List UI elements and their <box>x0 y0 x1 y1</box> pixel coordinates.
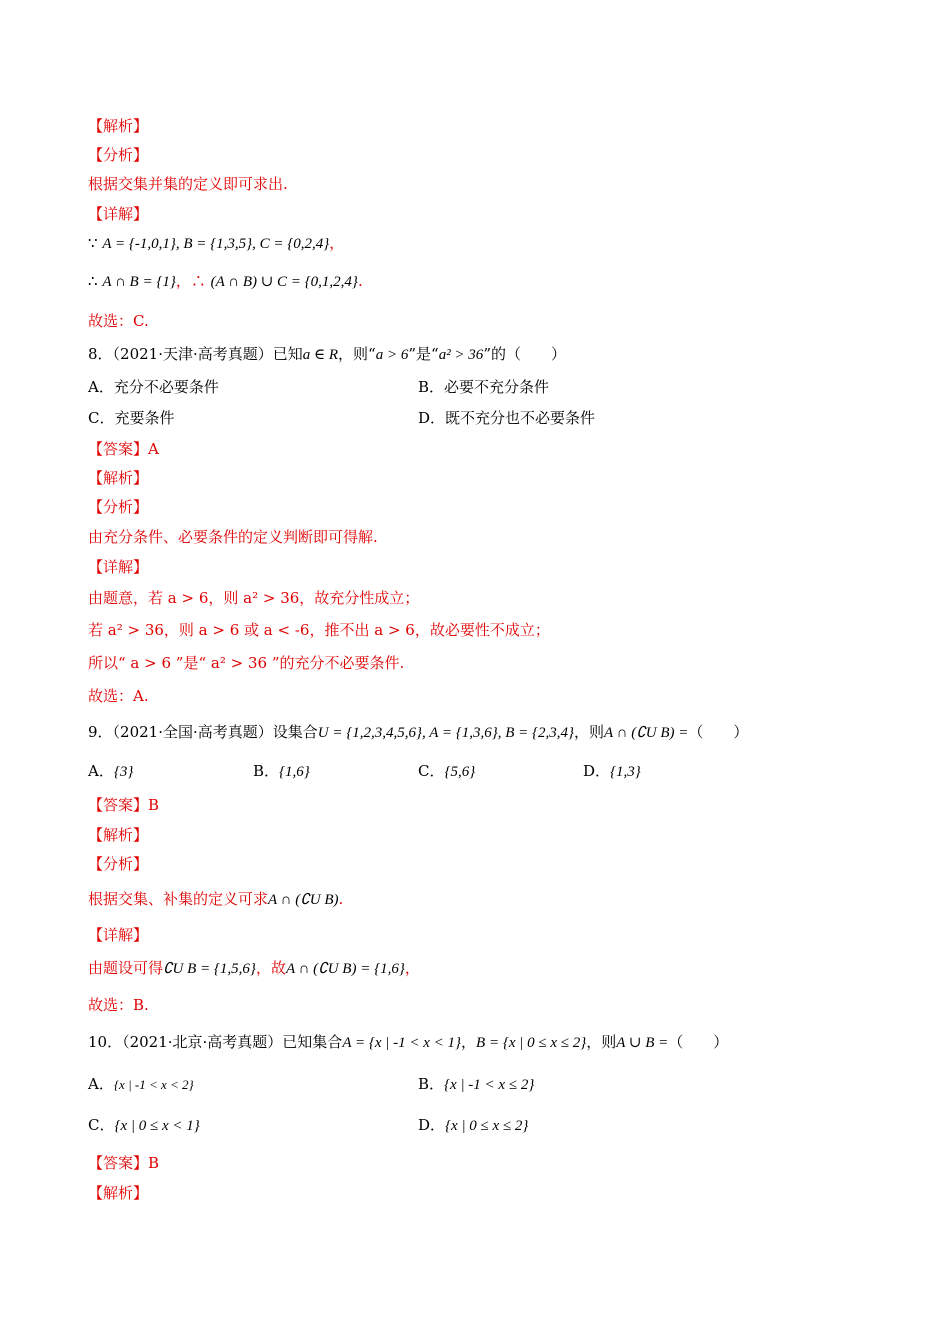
option-label: C． <box>418 762 445 780</box>
text-span: . <box>357 272 363 290</box>
text-span: ，∴ <box>175 272 211 290</box>
xiangjie-label: 【详解】 <box>88 926 149 944</box>
question-stem <box>88 722 748 743</box>
jiexi-label: 【解析】 <box>88 826 149 844</box>
text-span: ，则 <box>586 1033 617 1051</box>
text-span: ， <box>404 959 420 977</box>
xiangjie-label: 【详解】 <box>88 558 149 576</box>
math-expr: {x | -1 < x < 2} <box>113 1077 194 1092</box>
choice-line: 故选：A. <box>88 687 149 705</box>
text-span: ，故 <box>255 959 286 977</box>
fenxi-text: 根据交集并集的定义即可求出. <box>88 175 288 193</box>
detail-line <box>88 958 420 979</box>
xiangjie-label: 【详解】 <box>88 205 149 223</box>
text-span: 10．（2021·北京·高考真题）已知集合 <box>88 1033 343 1051</box>
option-a <box>88 761 133 782</box>
text-span: ∴ <box>88 272 103 290</box>
option-c: C．充要条件 <box>88 409 175 427</box>
answer-line: 【答案】B <box>88 796 160 814</box>
text-span: ∵ <box>88 234 103 252</box>
math-expr: A ∩ (∁U B) = <box>604 725 689 741</box>
option-d <box>583 761 641 782</box>
math-expr: a² > 36 <box>438 347 484 363</box>
math-expr: ∁U B = {1,5,6} <box>163 961 256 977</box>
choice-line: 故选：B. <box>88 996 149 1014</box>
detail-line: 由题意，若 a > 6，则 a² > 36，故充分性成立； <box>88 589 420 607</box>
option-a <box>88 1074 194 1095</box>
math-expr: U = {1,2,3,4,5,6}, A = {1,3,6}, B = {2,3,4} <box>317 725 574 741</box>
math-expr: {3} <box>113 764 134 780</box>
math-expr: A ∪ B = <box>616 1035 669 1051</box>
option-c <box>88 1115 200 1136</box>
option-label: B． <box>253 762 280 780</box>
math-expr: (A ∩ B) ∪ C = {0,1,2,4} <box>210 274 358 290</box>
jiexi-label: 【解析】 <box>88 469 149 487</box>
option-label: C． <box>88 1116 115 1134</box>
math-expr: B = {x | 0 ≤ x ≤ 2} <box>476 1035 587 1051</box>
question-stem <box>88 344 566 365</box>
option-a: A．充分不必要条件 <box>88 378 219 396</box>
text-span: 9．（2021·全国·高考真题）设集合 <box>88 723 318 741</box>
option-d <box>418 1115 528 1136</box>
option-b <box>418 1074 534 1095</box>
fenxi-text: 由充分条件、必要条件的定义判断即可得解. <box>88 528 378 546</box>
math-expr: A = {x | -1 < x < 1} <box>342 1035 462 1051</box>
math-expr: {x | 0 ≤ x ≤ 2} <box>445 1118 529 1134</box>
option-label: B． <box>418 1075 445 1093</box>
answer-line: 【答案】A <box>88 440 159 458</box>
text-span: （ ） <box>688 723 749 741</box>
text-span: （ ） <box>668 1033 729 1051</box>
option-c <box>418 761 475 782</box>
math-expr: a > 6 <box>375 347 409 363</box>
math-expr: A ∩ (∁U B) = {1,6} <box>285 961 405 977</box>
math-expr: A = {-1,0,1}, B = {1,3,5}, C = {0,2,4} <box>102 236 330 252</box>
text-span: 8．（2021·天津·高考真题）已知 <box>88 345 303 363</box>
question-stem <box>88 1032 728 1053</box>
detail-line <box>88 233 344 254</box>
text-span: . <box>338 890 344 908</box>
option-label: A． <box>88 762 114 780</box>
text-span: ，则 <box>574 723 605 741</box>
fenxi-label: 【分析】 <box>88 855 149 873</box>
math-expr: A ∩ B = {1} <box>102 274 176 290</box>
option-b: B．必要不充分条件 <box>418 378 550 396</box>
option-d: D．既不充分也不必要条件 <box>418 409 596 427</box>
math-expr: {5,6} <box>444 764 476 780</box>
choice-line: 故选：C. <box>88 312 149 330</box>
answer-line: 【答案】B <box>88 1154 160 1172</box>
math-expr: {1,3} <box>610 764 641 780</box>
text-span: ，则“ <box>338 345 376 363</box>
option-label: D． <box>418 1116 446 1134</box>
math-expr: {x | -1 < x ≤ 2} <box>444 1077 535 1093</box>
option-b <box>253 761 310 782</box>
text-span: 根据交集、补集的定义可求 <box>88 890 269 908</box>
math-expr: A ∩ (∁U B) <box>268 892 339 908</box>
text-span: 由题设可得 <box>88 959 164 977</box>
option-label: A． <box>88 1075 114 1093</box>
fenxi-label: 【分析】 <box>88 498 149 516</box>
detail-line <box>88 271 363 292</box>
detail-line: 若 a² > 36，则 a > 6 或 a < -6，推不出 a > 6，故必要性不成立； <box>88 621 550 639</box>
math-expr: {x | 0 ≤ x < 1} <box>114 1118 200 1134</box>
jiexi-label: 【解析】 <box>88 117 149 135</box>
fenxi-text <box>88 889 343 910</box>
text-span: ， <box>461 1033 477 1051</box>
text-span: ， <box>329 234 345 252</box>
text-span: ”的（ ） <box>483 345 566 363</box>
math-expr: a ∈ R <box>302 347 339 363</box>
fenxi-label: 【分析】 <box>88 146 149 164</box>
detail-line: 所以“ a > 6 ”是“ a² > 36 ”的充分不必要条件. <box>88 654 405 672</box>
text-span: ”是“ <box>408 345 439 363</box>
math-expr: {1,6} <box>279 764 310 780</box>
option-label: D． <box>583 762 611 780</box>
jiexi-label: 【解析】 <box>88 1184 149 1202</box>
